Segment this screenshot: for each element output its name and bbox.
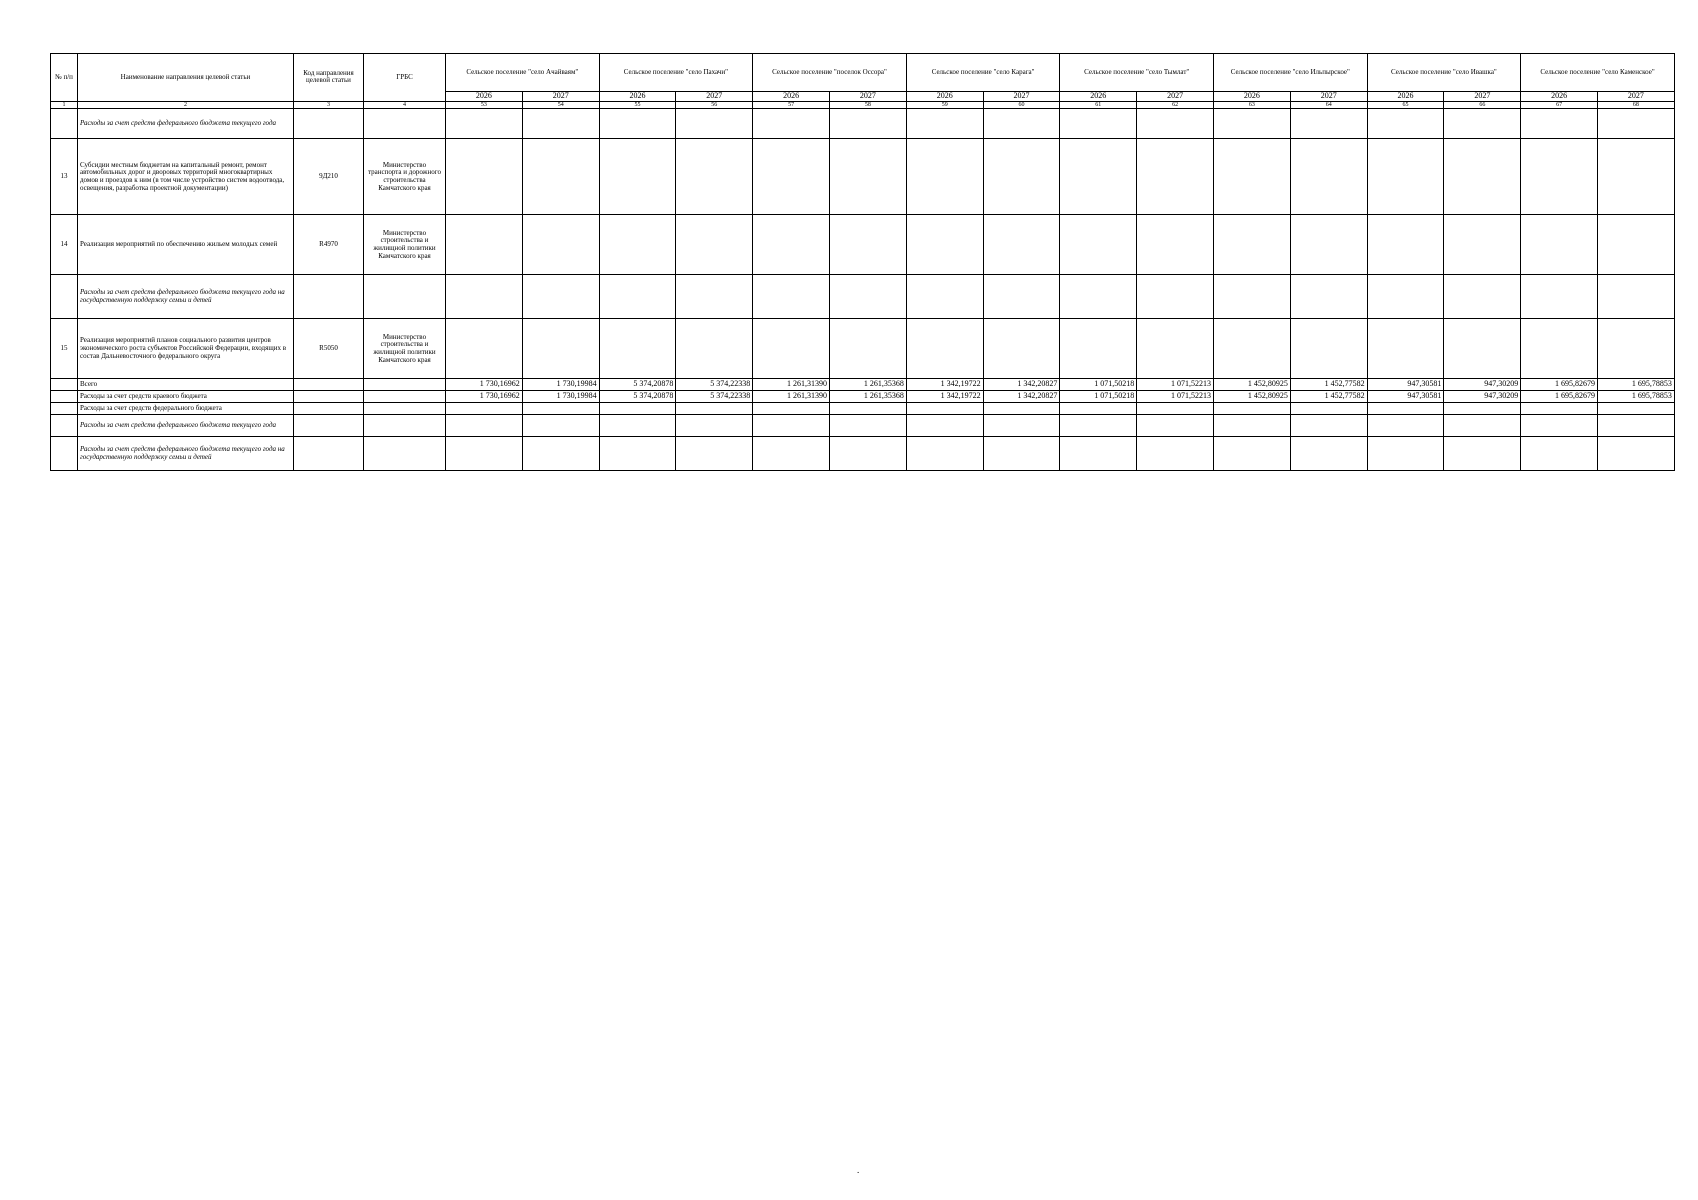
value-cell: 1 452,80925	[1214, 379, 1291, 391]
value-cell	[446, 275, 523, 319]
row-grbs	[364, 437, 446, 471]
value-cell: 1 730,19984	[522, 391, 599, 403]
value-cell: 1 342,20827	[983, 379, 1060, 391]
value-cell: 5 374,22338	[676, 379, 753, 391]
value-cell	[983, 215, 1060, 275]
settlement-header: Сельское поселение "село Пахачи"	[599, 54, 753, 92]
value-cell	[1367, 415, 1444, 437]
value-cell: 1 071,52213	[1137, 391, 1214, 403]
value-cell	[1598, 215, 1675, 275]
value-cell	[599, 275, 676, 319]
value-cell	[983, 139, 1060, 215]
value-cell	[1367, 437, 1444, 471]
value-cell	[753, 275, 830, 319]
year-header: 2027	[1137, 92, 1214, 102]
value-cell: 1 261,35368	[830, 391, 907, 403]
value-cell	[676, 437, 753, 471]
value-cell	[1060, 215, 1137, 275]
year-header: 2026	[1521, 92, 1598, 102]
value-cell	[983, 437, 1060, 471]
value-cell	[522, 109, 599, 139]
value-cell: 1 342,19722	[906, 379, 983, 391]
value-cell: 1 695,82679	[1521, 379, 1598, 391]
column-number: 3	[294, 101, 364, 109]
row-number	[51, 109, 78, 139]
value-cell	[446, 319, 523, 379]
value-cell: 947,30581	[1367, 391, 1444, 403]
value-cell	[1060, 109, 1137, 139]
value-cell	[906, 319, 983, 379]
value-cell	[676, 139, 753, 215]
value-cell	[1444, 139, 1521, 215]
row-name: Реализация мероприятий по обеспечению жильем молодых семей	[78, 215, 294, 275]
value-cell	[1598, 275, 1675, 319]
row-code	[294, 391, 364, 403]
value-cell: 1 261,31390	[753, 379, 830, 391]
value-cell	[1214, 403, 1291, 415]
settlement-header: Сельское поселение "село Ачайваям"	[446, 54, 600, 92]
value-cell	[1137, 437, 1214, 471]
row-number	[51, 415, 78, 437]
value-cell: 947,30209	[1444, 379, 1521, 391]
year-header: 2026	[753, 92, 830, 102]
year-header: 2026	[1060, 92, 1137, 102]
value-cell	[522, 139, 599, 215]
row-name: Субсидии местным бюджетам на капитальный ремонт, ремонт автомобильных дорог и дворовых территорий многоквартирных домов и проездов к ним (в том числе устройство систем водоотвода, освещения, разработка проектной документации)	[78, 139, 294, 215]
value-cell	[1367, 319, 1444, 379]
value-cell	[1598, 415, 1675, 437]
value-cell: 1 071,50218	[1060, 379, 1137, 391]
value-cell	[1137, 139, 1214, 215]
row-grbs: Министерство строительства и жилищной политики Камчатского края	[364, 319, 446, 379]
settlement-header: Сельское поселение "село Ивашка"	[1367, 54, 1521, 92]
value-cell	[1214, 275, 1291, 319]
value-cell	[830, 139, 907, 215]
row-number	[51, 275, 78, 319]
value-cell	[446, 139, 523, 215]
row-grbs	[364, 109, 446, 139]
th-code: Код направления целевой статьи	[294, 54, 364, 102]
value-cell	[830, 403, 907, 415]
value-cell: 1 452,77582	[1290, 391, 1367, 403]
value-cell	[1367, 215, 1444, 275]
column-number: 59	[906, 101, 983, 109]
value-cell: 5 374,22338	[676, 391, 753, 403]
row-code	[294, 275, 364, 319]
column-number: 65	[1367, 101, 1444, 109]
value-cell	[983, 275, 1060, 319]
value-cell	[1060, 415, 1137, 437]
value-cell	[906, 139, 983, 215]
value-cell	[1060, 319, 1137, 379]
value-cell	[1214, 437, 1291, 471]
value-cell	[1290, 403, 1367, 415]
value-cell	[446, 437, 523, 471]
row-name: Расходы за счет средств федерального бюджета	[78, 403, 294, 415]
column-number: 60	[983, 101, 1060, 109]
value-cell: 1 071,50218	[1060, 391, 1137, 403]
value-cell	[753, 139, 830, 215]
settlement-header: Сельское поселение "поселок Оссора"	[753, 54, 907, 92]
value-cell	[983, 415, 1060, 437]
value-cell	[1367, 139, 1444, 215]
table-row	[51, 391, 1675, 403]
value-cell	[753, 415, 830, 437]
value-cell	[446, 415, 523, 437]
row-code: R5050	[294, 319, 364, 379]
year-header: 2027	[676, 92, 753, 102]
value-cell	[1444, 109, 1521, 139]
table-row	[51, 139, 1675, 215]
column-number: 56	[676, 101, 753, 109]
value-cell	[1367, 109, 1444, 139]
value-cell	[983, 403, 1060, 415]
value-cell	[1521, 415, 1598, 437]
value-cell: 1 452,80925	[1214, 391, 1291, 403]
value-cell	[522, 215, 599, 275]
value-cell	[1521, 275, 1598, 319]
row-name: Расходы за счет средств федерального бюджета текущего года на государственную поддержку семьи и детей	[78, 437, 294, 471]
value-cell	[1214, 319, 1291, 379]
value-cell	[1060, 437, 1137, 471]
value-cell	[1214, 215, 1291, 275]
column-number: 67	[1521, 101, 1598, 109]
value-cell	[522, 415, 599, 437]
value-cell	[1444, 275, 1521, 319]
value-cell: 1 695,78853	[1598, 379, 1675, 391]
value-cell: 1 071,52213	[1137, 379, 1214, 391]
table-row	[51, 109, 1675, 139]
column-number: 53	[446, 101, 523, 109]
value-cell	[1290, 275, 1367, 319]
year-header: 2026	[1214, 92, 1291, 102]
value-cell	[599, 109, 676, 139]
year-header: 2026	[599, 92, 676, 102]
value-cell	[1367, 275, 1444, 319]
value-cell	[830, 109, 907, 139]
value-cell	[830, 319, 907, 379]
value-cell	[1367, 403, 1444, 415]
value-cell: 5 374,20878	[599, 379, 676, 391]
value-cell	[446, 403, 523, 415]
year-header: 2027	[983, 92, 1060, 102]
column-number: 68	[1598, 101, 1675, 109]
column-number: 54	[522, 101, 599, 109]
value-cell	[522, 275, 599, 319]
value-cell	[1444, 415, 1521, 437]
row-code: R4970	[294, 215, 364, 275]
row-name: Расходы за счет средств краевого бюджета	[78, 391, 294, 403]
row-grbs	[364, 415, 446, 437]
value-cell	[1137, 319, 1214, 379]
value-cell: 1 695,82679	[1521, 391, 1598, 403]
column-number: 58	[830, 101, 907, 109]
value-cell	[1521, 139, 1598, 215]
value-cell	[1444, 215, 1521, 275]
value-cell	[1060, 403, 1137, 415]
table-row	[51, 437, 1675, 471]
value-cell	[1137, 215, 1214, 275]
row-name: Расходы за счет средств федерального бюджета текущего года	[78, 415, 294, 437]
settlement-header: Сельское поселение "село Карага"	[906, 54, 1060, 92]
value-cell	[1598, 437, 1675, 471]
value-cell: 1 730,16962	[446, 391, 523, 403]
value-cell	[1060, 275, 1137, 319]
value-cell	[1444, 403, 1521, 415]
value-cell	[676, 415, 753, 437]
value-cell	[906, 109, 983, 139]
value-cell	[1290, 319, 1367, 379]
table-row	[51, 215, 1675, 275]
row-number: 14	[51, 215, 78, 275]
th-grbs: ГРБС	[364, 54, 446, 102]
value-cell: 947,30209	[1444, 391, 1521, 403]
year-header: 2027	[1290, 92, 1367, 102]
value-cell: 1 730,19984	[522, 379, 599, 391]
row-code	[294, 415, 364, 437]
year-header: 2026	[1367, 92, 1444, 102]
value-cell	[1444, 437, 1521, 471]
value-cell	[1521, 319, 1598, 379]
value-cell	[446, 215, 523, 275]
row-number	[51, 379, 78, 391]
value-cell	[446, 109, 523, 139]
column-number: 57	[753, 101, 830, 109]
value-cell	[599, 403, 676, 415]
value-cell	[906, 215, 983, 275]
row-name: Расходы за счет средств федерального бюджета текущего года на государственную поддержку семьи и детей	[78, 275, 294, 319]
row-grbs	[364, 275, 446, 319]
value-cell	[830, 415, 907, 437]
column-number: 64	[1290, 101, 1367, 109]
row-code	[294, 437, 364, 471]
value-cell	[1290, 109, 1367, 139]
value-cell	[1214, 139, 1291, 215]
value-cell	[753, 319, 830, 379]
column-number: 55	[599, 101, 676, 109]
row-number	[51, 437, 78, 471]
value-cell	[676, 275, 753, 319]
th-name: Наименование направления целевой статьи	[78, 54, 294, 102]
settlement-header: Сельское поселение "село Ильпырское"	[1214, 54, 1368, 92]
row-number	[51, 391, 78, 403]
value-cell	[753, 403, 830, 415]
value-cell	[983, 109, 1060, 139]
row-code	[294, 109, 364, 139]
table-row	[51, 379, 1675, 391]
year-header: 2027	[1598, 92, 1675, 102]
value-cell	[906, 415, 983, 437]
value-cell	[1598, 109, 1675, 139]
value-cell	[1290, 215, 1367, 275]
value-cell	[830, 437, 907, 471]
value-cell: 1 261,35368	[830, 379, 907, 391]
value-cell	[906, 275, 983, 319]
value-cell	[599, 415, 676, 437]
value-cell	[1137, 415, 1214, 437]
value-cell	[1521, 437, 1598, 471]
value-cell	[676, 109, 753, 139]
column-number: 61	[1060, 101, 1137, 109]
row-grbs	[364, 379, 446, 391]
value-cell	[1521, 403, 1598, 415]
value-cell	[830, 215, 907, 275]
value-cell: 1 695,78853	[1598, 391, 1675, 403]
budget-table	[50, 53, 1675, 471]
page-mark: .	[857, 1165, 860, 1175]
value-cell	[906, 403, 983, 415]
row-number: 15	[51, 319, 78, 379]
value-cell	[1137, 109, 1214, 139]
value-cell: 1 342,20827	[983, 391, 1060, 403]
year-header: 2026	[446, 92, 523, 102]
value-cell	[1444, 319, 1521, 379]
value-cell	[1290, 415, 1367, 437]
column-number: 1	[51, 101, 78, 109]
value-cell	[1290, 139, 1367, 215]
column-number: 62	[1137, 101, 1214, 109]
value-cell	[1137, 275, 1214, 319]
table-row	[51, 403, 1675, 415]
value-cell	[599, 215, 676, 275]
value-cell	[1060, 139, 1137, 215]
value-cell	[1290, 437, 1367, 471]
value-cell	[906, 437, 983, 471]
table-row	[51, 415, 1675, 437]
row-number: 13	[51, 139, 78, 215]
value-cell	[753, 437, 830, 471]
value-cell	[753, 109, 830, 139]
column-number: 63	[1214, 101, 1291, 109]
value-cell	[1598, 403, 1675, 415]
value-cell	[1598, 319, 1675, 379]
value-cell	[753, 215, 830, 275]
value-cell	[676, 403, 753, 415]
value-cell	[599, 139, 676, 215]
settlement-header: Сельское поселение "село Тымлат"	[1060, 54, 1214, 92]
value-cell	[983, 319, 1060, 379]
row-number	[51, 403, 78, 415]
table-row	[51, 275, 1675, 319]
value-cell	[1214, 415, 1291, 437]
value-cell	[676, 215, 753, 275]
row-code	[294, 379, 364, 391]
settlement-header: Сельское поселение "село Каменское"	[1521, 54, 1675, 92]
value-cell	[1521, 109, 1598, 139]
value-cell	[522, 319, 599, 379]
column-number: 66	[1444, 101, 1521, 109]
row-code	[294, 403, 364, 415]
year-header: 2027	[1444, 92, 1521, 102]
value-cell	[599, 319, 676, 379]
row-code: 9Д210	[294, 139, 364, 215]
value-cell: 1 452,77582	[1290, 379, 1367, 391]
column-number: 4	[364, 101, 446, 109]
value-cell: 947,30581	[1367, 379, 1444, 391]
value-cell	[1214, 109, 1291, 139]
value-cell: 1 342,19722	[906, 391, 983, 403]
value-cell	[676, 319, 753, 379]
value-cell	[522, 403, 599, 415]
table-row	[51, 319, 1675, 379]
row-name: Расходы за счет средств федерального бюджета текущего года	[78, 109, 294, 139]
value-cell	[1521, 215, 1598, 275]
value-cell	[599, 437, 676, 471]
value-cell: 1 261,31390	[753, 391, 830, 403]
value-cell: 1 730,16962	[446, 379, 523, 391]
value-cell	[522, 437, 599, 471]
row-grbs: Министерство транспорта и дорожного строительства Камчатского края	[364, 139, 446, 215]
column-number: 2	[78, 101, 294, 109]
row-grbs	[364, 403, 446, 415]
row-name: Реализация мероприятий планов социального развития центров экономического роста субъектов Российской Федерации, входящих в состав Дальневосточного федерального округа	[78, 319, 294, 379]
value-cell	[1598, 139, 1675, 215]
row-grbs: Министерство строительства и жилищной политики Камчатского края	[364, 215, 446, 275]
year-header: 2027	[522, 92, 599, 102]
year-header: 2026	[906, 92, 983, 102]
row-name: Всего	[78, 379, 294, 391]
value-cell: 5 374,20878	[599, 391, 676, 403]
th-no: № п/п	[51, 54, 78, 102]
row-grbs	[364, 391, 446, 403]
year-header: 2027	[830, 92, 907, 102]
value-cell	[1137, 403, 1214, 415]
value-cell	[830, 275, 907, 319]
